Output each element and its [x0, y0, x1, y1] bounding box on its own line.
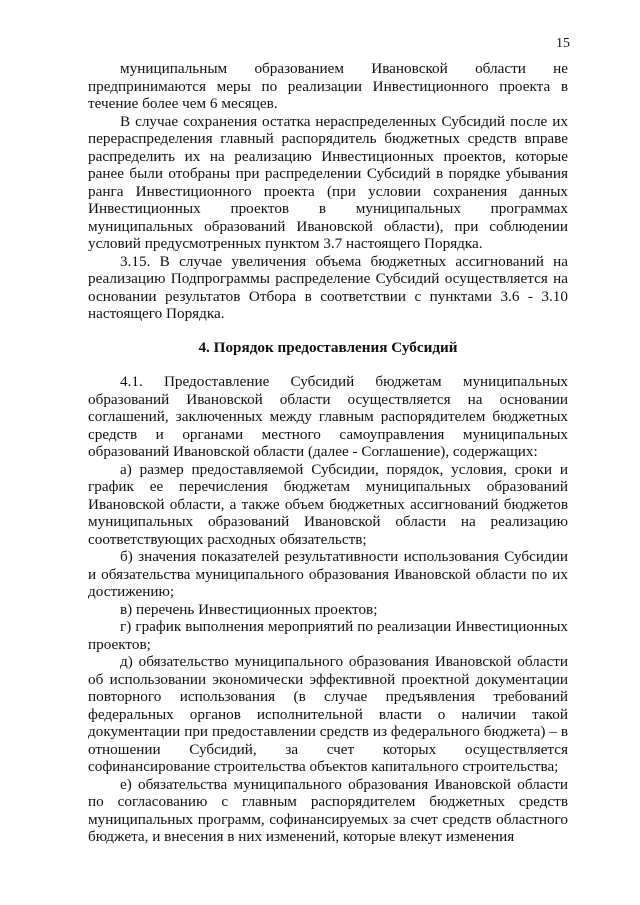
- paragraph: В случае сохранения остатка нераспределенных Субсидий после их перераспределения главный распорядитель бюджетных средств вправе распределить их на реализацию Инвестиционных проектов, которые ранее были отобраны при распределении Субсидий в порядке убывания ранга Инвестиционного проекта (при условии сохранения данных Инвестиционных проектов в муниципальных программах муниципальных образований Ивановской области), при соблюдении условий предусмотренных пунктом 3.7 настоящего Порядка.: [88, 112, 568, 252]
- list-item: в) перечень Инвестиционных проектов;: [120, 600, 378, 618]
- page-number: 15: [556, 36, 570, 51]
- paragraph: 3.15. В случае увеличения объема бюджетных ассигнований на реализацию Подпрограммы распределение Субсидий осуществляется на основании результатов Отбора в соответствии с пунктами 3.6 - 3.10 настоящего Порядка.: [88, 252, 568, 322]
- list-item: г) график выполнения мероприятий по реализации Инвестиционных проектов;: [88, 618, 568, 653]
- list-item: а) размер предоставляемой Субсидии, порядок, условия, сроки и график ее перечисления бюджетам муниципальных образований Ивановской области, а также объем бюджетных ассигнований бюджетов муниципальных образований Ивановской области на реализацию соответствующих расходных обязательств;: [88, 460, 568, 548]
- document-body: [88, 60, 568, 846]
- paragraph: муниципальным образованием Ивановской области не предпринимаются меры по реализации Инвестиционного проекта в течение более чем 6 месяцев.: [88, 60, 568, 112]
- section-heading: 4. Порядок предоставления Субсидий: [198, 338, 458, 356]
- list-item: д) обязательство муниципального образования Ивановской области об использовании экономически эффективной проектной документации повторного использования (в случае предъявления требований федеральных органов исполнительной власти о наличии такой документации при предоставлении средств из федерального бюджета) – в отношении Субсидий, за счет которых осуществляется софинансирование строительства объектов капитального строительства;: [88, 653, 568, 775]
- paragraph: 4.1. Предоставление Субсидий бюджетам муниципальных образований Ивановской области осуществляется на основании соглашений, заключенных между главным распорядителем бюджетных средств и органами местного самоуправления муниципальных образований Ивановской области (далее - Соглашение), содержащих:: [88, 373, 568, 460]
- list-item: е) обязательства муниципального образования Ивановской области по согласованию с главным распорядителем бюджетных средств муниципальных программ, софинансируемых за счет средств областного бюджета, и внесения в них изменений, которые влекут изменения: [88, 775, 568, 845]
- list-item: б) значения показателей результативности использования Субсидии и обязательства муниципального образования Ивановской области по их достижению;: [88, 548, 568, 600]
